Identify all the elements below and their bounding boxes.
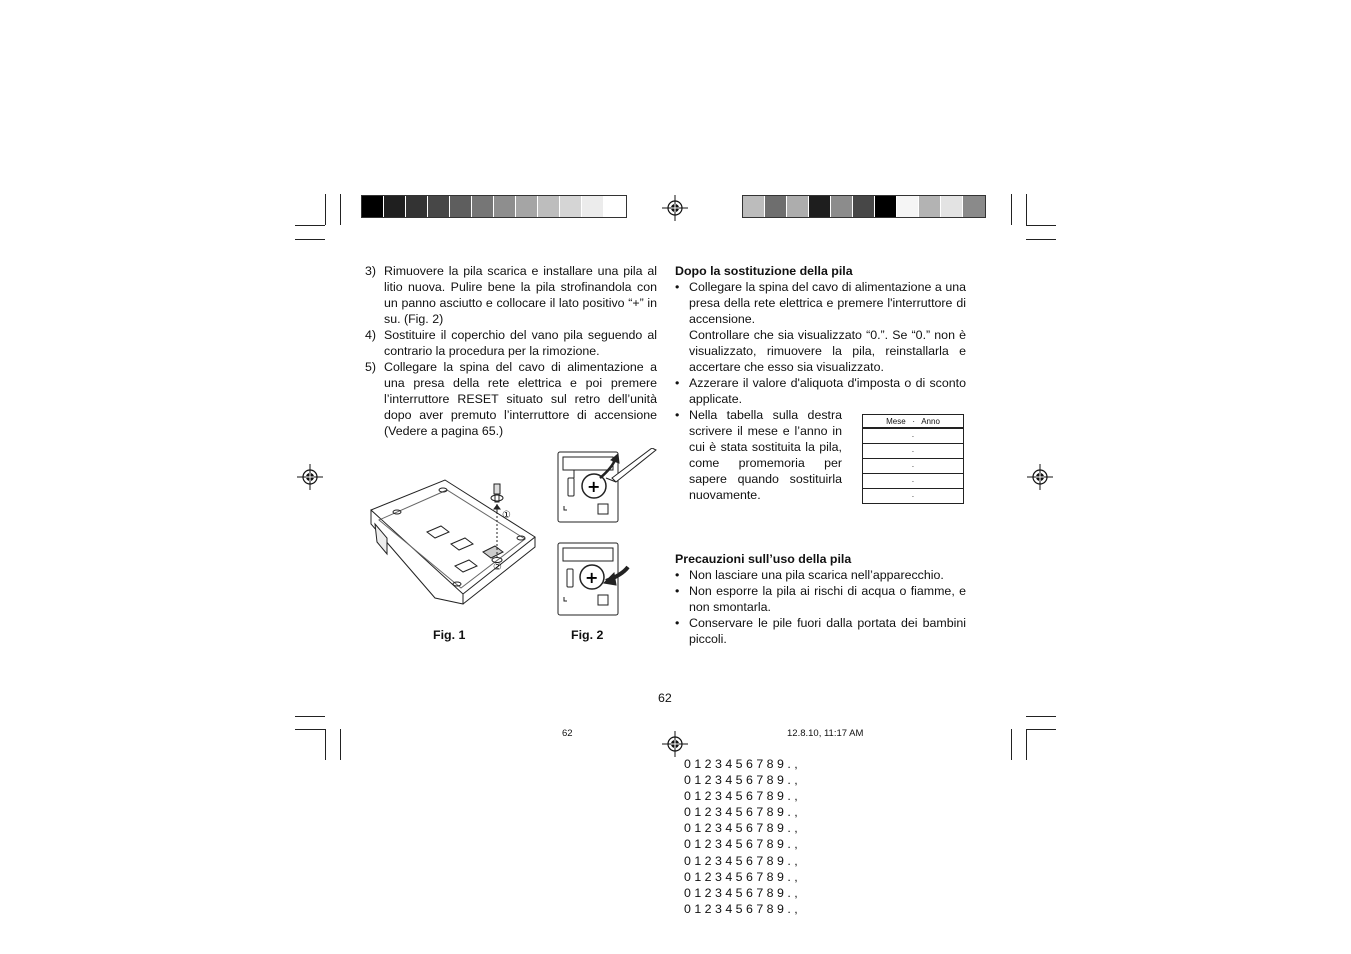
year-header: Anno (921, 416, 940, 426)
color-swatch (604, 196, 626, 217)
digit-row: 0 1 2 3 4 5 6 7 8 9 . , (684, 805, 798, 820)
color-swatch (406, 196, 428, 217)
color-swatch (963, 196, 985, 217)
color-swatch (897, 196, 919, 217)
color-swatch (450, 196, 472, 217)
grayscale-bar-left (361, 195, 627, 218)
color-swatch (809, 196, 831, 217)
table-row: · (863, 459, 964, 474)
list-item: 4) Sostituire il coperchio del vano pila seguendo al contrario la procedura per la rimozione. (365, 328, 657, 358)
list-item: 3) Rimuovere la pila scarica e installare una pila al litio nuova. Pulire bene la pila strofinandola con un panno asciutto e collocare il lato positivo “+” in su. (Fig. 2) (365, 264, 657, 326)
table-row: · (863, 428, 964, 444)
digit-row: 0 1 2 3 4 5 6 7 8 9 . , (684, 885, 798, 900)
list-item: • Non lasciare una pila scarica nell’apparecchio. (675, 568, 944, 582)
fig1-step-two-mark: ② (493, 562, 502, 573)
svg-text:+: + (585, 568, 599, 587)
table-row: · (863, 444, 964, 459)
list-item: 5) Collegare la spina del cavo di alimentazione a una presa della rete elettrica e poi premere l’interruttore RESET situato sul retro dell’unità dopo aver premuto l’interruttore di accensione (Vedere a pagina 65.) (365, 360, 657, 438)
digit-row: 0 1 2 3 4 5 6 7 8 9 . , (684, 757, 798, 771)
digit-row: 0 1 2 3 4 5 6 7 8 9 . , (684, 837, 798, 852)
registration-mark-top-icon (662, 195, 688, 221)
color-swatch (516, 196, 538, 217)
table-row: · (863, 489, 964, 504)
color-swatch (494, 196, 516, 217)
digit-row: 0 1 2 3 4 5 6 7 8 9 . , (684, 821, 798, 836)
color-swatch (362, 196, 384, 217)
color-swatch (472, 196, 494, 217)
color-swatch (919, 196, 941, 217)
grayscale-bar-right (742, 195, 986, 218)
color-swatch (538, 196, 560, 217)
list-item: • Collegare la spina del cavo di alimentazione a una presa della rete elettrica e premere l'interruttore di accensione. Controllare che sia visualizzato “0.”. Se “0.” non è visualizzato, rimuovere la pila, reinstallarla e accertare che esso sia visualizzato. (675, 280, 966, 374)
color-swatch (787, 196, 809, 217)
footer-timestamp: 12.8.10, 11:17 AM (787, 728, 864, 739)
digit-sample-rows (684, 756, 798, 917)
registration-mark-bottom-icon (662, 731, 688, 757)
color-swatch (941, 196, 963, 217)
section-title-precautions: Precauzioni sull’uso della pila (675, 552, 852, 566)
color-swatch (853, 196, 875, 217)
digit-row: 0 1 2 3 4 5 6 7 8 9 . , (684, 853, 798, 868)
color-swatch (743, 196, 765, 217)
digit-row: 0 1 2 3 4 5 6 7 8 9 . , (684, 901, 798, 916)
instructions-list (365, 263, 657, 439)
footer-page: 62 (562, 728, 573, 739)
month-header: Mese (886, 416, 906, 426)
svg-text:+: + (587, 477, 601, 496)
fig1-step-one-mark: ① (502, 510, 511, 521)
color-swatch (582, 196, 604, 217)
page-number: 62 (658, 691, 672, 705)
precautions-section (675, 551, 966, 647)
registration-mark-right-icon (1027, 464, 1053, 490)
fig1-calculator-illustration (365, 472, 540, 607)
fig2-caption: Fig. 2 (571, 628, 604, 642)
table-row: · (863, 474, 964, 489)
fig2-battery-insert-illustration (556, 541, 660, 617)
color-swatch (428, 196, 450, 217)
color-swatch (875, 196, 897, 217)
list-item: • Azzerare il valore d'aliquota d'imposta o di sconto applicate. (675, 376, 966, 406)
fig1-caption: Fig. 1 (433, 628, 466, 642)
section-title-after-replacement: Dopo la sostituzione della pila (675, 264, 853, 278)
digit-row: 0 1 2 3 4 5 6 7 8 9 . , (684, 773, 798, 788)
replacement-date-table: Mese · Anno · · · · · (862, 414, 964, 504)
list-item: • Nella tabella sulla destra scrivere il mese e l’anno in cui è stata sostituita la pila, come promemoria per sapere quando sostituirla nuovamente. (675, 408, 842, 502)
list-item: • Non esporre la pila ai rischi di acqua o fiamme, e non smontarla. (675, 584, 966, 614)
list-item: • Conservare le pile fuori dalla portata dei bambini piccoli. (675, 616, 966, 646)
digit-row: 0 1 2 3 4 5 6 7 8 9 . , (684, 789, 798, 804)
color-swatch (384, 196, 406, 217)
color-swatch (560, 196, 582, 217)
registration-mark-left-icon (297, 464, 323, 490)
fig2-battery-removal-illustration (556, 448, 660, 524)
color-swatch (765, 196, 787, 217)
color-swatch (831, 196, 853, 217)
digit-row: 0 1 2 3 4 5 6 7 8 9 . , (684, 869, 798, 884)
